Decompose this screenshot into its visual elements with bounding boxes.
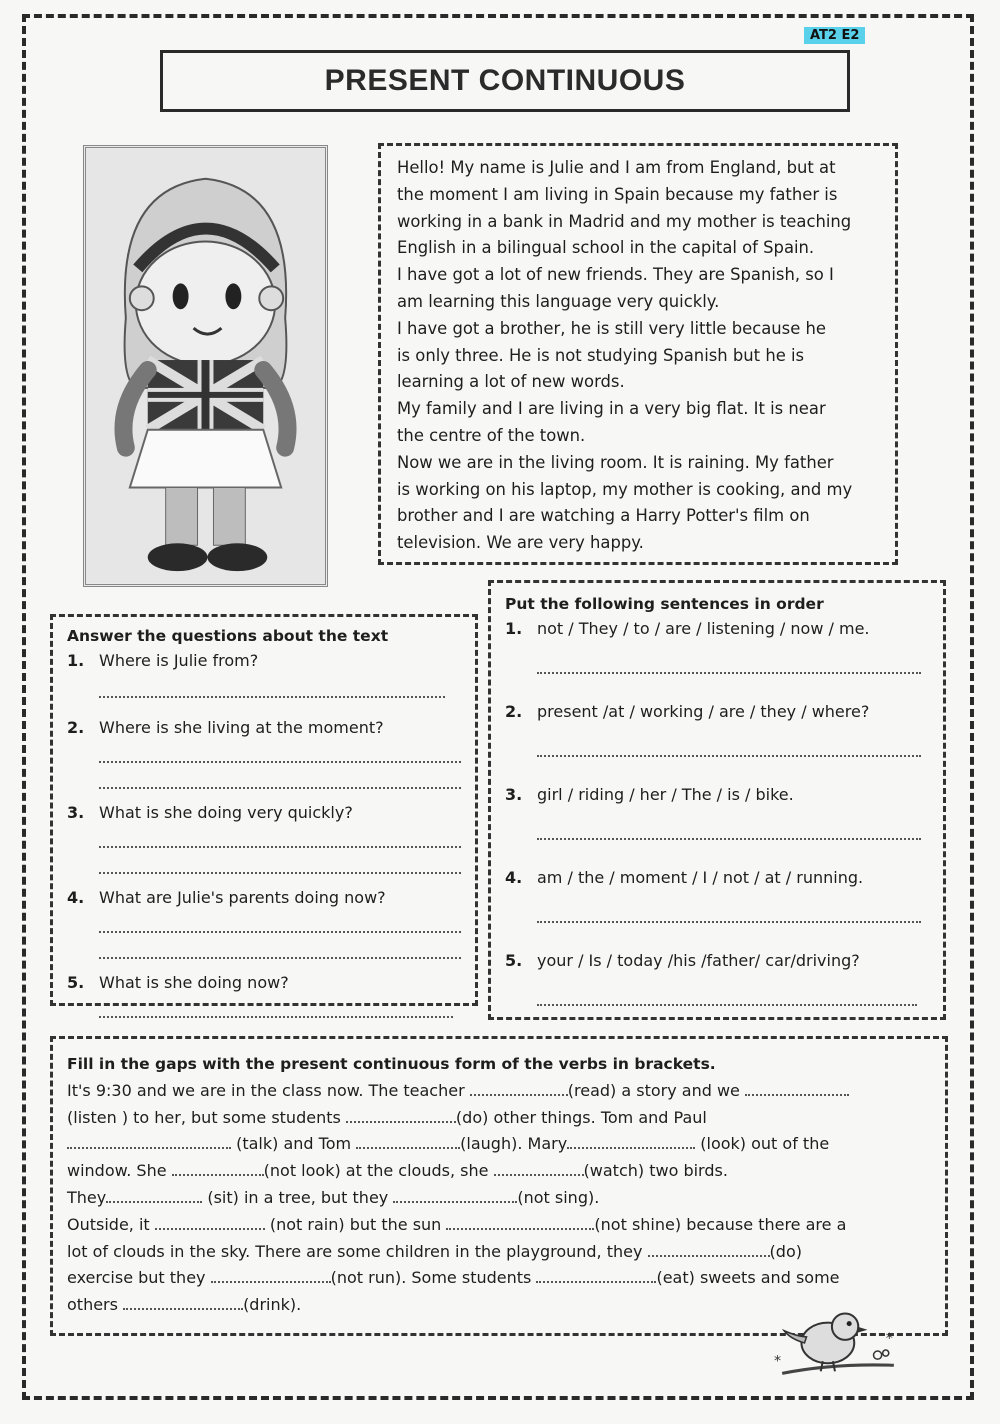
gap-not-rain[interactable]	[155, 1228, 265, 1230]
gap-drink[interactable]	[123, 1308, 243, 1310]
questions-box	[50, 614, 478, 1006]
order-item-3: 3. girl / riding / her / The / is / bike.	[505, 785, 794, 804]
order-item-4: 4. am / the / moment / I / not / at / running.	[505, 868, 864, 887]
gap-talk[interactable]	[67, 1147, 231, 1149]
question-4: 4. What are Julie's parents doing now?	[67, 888, 386, 907]
gap-not-run[interactable]	[211, 1281, 331, 1283]
story-line: Hello! My name is Julie and I am from England, but at	[397, 158, 836, 177]
svg-text:*: *	[885, 1330, 893, 1347]
fill-gaps-box	[50, 1036, 948, 1336]
story-line: I have got a brother, he is still very little because he	[397, 318, 826, 338]
gap-watch[interactable]	[494, 1174, 584, 1176]
story-line: is only three. He is not studying Spanish but he is	[397, 345, 805, 365]
question-2: 2. Where is she living at the moment?	[67, 718, 384, 737]
order-sentences-box	[488, 580, 946, 1020]
fill-heading: Fill in the gaps with the present continuous form of the verbs in brackets.	[67, 1055, 716, 1073]
story-line: Now we are in the living room. It is raining. My father	[397, 452, 834, 472]
gap-do-exercise[interactable]	[648, 1255, 770, 1257]
gap-not-sing[interactable]	[393, 1201, 517, 1203]
gap-not-shine[interactable]	[446, 1228, 594, 1230]
fill-line-1: It's 9:30 and we are in the class now. The teacher (read) a story and we	[67, 1078, 931, 1105]
level-tag: AT2 E2	[804, 27, 865, 44]
page-title: PRESENT CONTINUOUS	[160, 50, 850, 112]
gap-look[interactable]	[567, 1147, 695, 1149]
story-line: brother and I are watching a Harry Potter's film on	[397, 506, 810, 526]
fill-line-7: lot of clouds in the sky. There are some children in the playground, they (do)	[67, 1241, 802, 1261]
questions-heading: Answer the questions about the text	[67, 627, 389, 645]
story-line: I have got a lot of new friends. They are Spanish, so I	[397, 265, 834, 285]
question-5: 5. What is she doing now?	[67, 973, 289, 992]
gap-eat[interactable]	[536, 1281, 656, 1283]
question-1: 1. Where is Julie from?	[67, 651, 259, 670]
fill-line-5: They (sit) in a tree, but they (not sing).	[67, 1187, 600, 1207]
order-item-2: 2. present /at / working / are / they / where?	[505, 702, 870, 721]
gap-read[interactable]	[470, 1094, 568, 1096]
story-line: English in a bilingual school in the capital of Spain.	[397, 238, 815, 258]
fill-line-8: exercise but they (not run). Some students (eat) sweets and some	[67, 1268, 840, 1288]
gap-listen[interactable]	[745, 1094, 849, 1096]
fill-line-6: Outside, it (not rain) but the sun (not shine) because there are a	[67, 1214, 847, 1234]
story-line: learning a lot of new words.	[397, 372, 625, 392]
answer-line-5[interactable]	[99, 1016, 453, 1018]
gap-do[interactable]	[346, 1121, 456, 1123]
girl-illustration	[83, 145, 328, 587]
gap-not-look[interactable]	[172, 1174, 264, 1176]
fill-line-9: others (drink).	[67, 1295, 302, 1315]
gap-sit[interactable]	[106, 1201, 202, 1203]
fill-line-2: (listen ) to her, but some students (do) other things. Tom and Paul	[67, 1107, 707, 1127]
story-line: television. We are very happy.	[397, 533, 644, 553]
order-line-5[interactable]	[537, 1004, 917, 1006]
order-heading: Put the following sentences in order	[505, 595, 824, 613]
svg-text:*: *	[774, 1353, 782, 1370]
bird-icon	[772, 1302, 904, 1394]
fill-line-4: window. She (not look) at the clouds, she (watch) two birds.	[67, 1161, 728, 1181]
story-line: is working on his laptop, my mother is cooking, and my	[397, 479, 853, 499]
order-item-1: 1. not / They / to / are / listening / now / me.	[505, 619, 870, 638]
story-line: My family and I are living in a very big flat. It is near	[397, 399, 826, 419]
fill-line-3: (talk) and Tom (laugh). Mary (look) out of the	[67, 1131, 931, 1158]
order-item-5: 5. your / Is / today /his /father/ car/driving?	[505, 951, 860, 970]
gap-laugh[interactable]	[356, 1147, 460, 1149]
story-line: working in a bank in Madrid and my mother is teaching	[397, 211, 852, 231]
story-line: am learning this language very quickly.	[397, 291, 720, 311]
story-text-box	[378, 143, 898, 565]
story-line: the moment I am living in Spain because my father is	[397, 184, 838, 204]
question-3: 3. What is she doing very quickly?	[67, 803, 353, 822]
story-line: the centre of the town.	[397, 425, 586, 445]
